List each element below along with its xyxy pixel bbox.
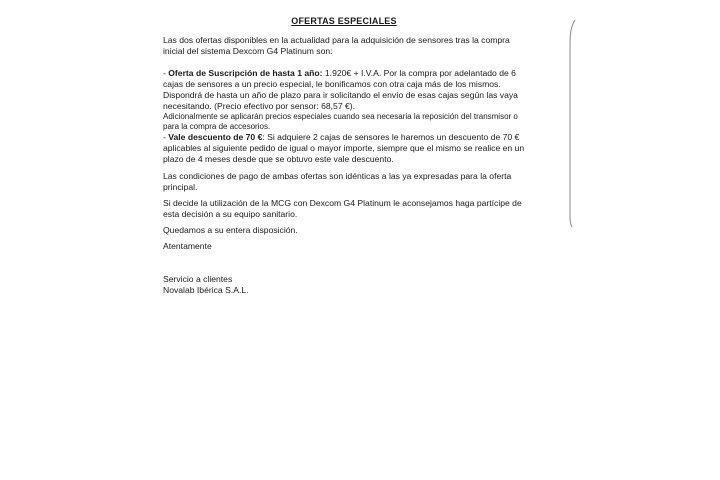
intro-paragraph: Las dos ofertas disponibles en la actualidad para la adquisición de sensores tras la compra inicial del sistema Dexcom G4 Platinum son: xyxy=(163,35,510,56)
advice-paragraph: Si decide la utilización de la MCG con Dexcom G4 Platinum le aconsejamos haga partícipe de esta decisión a su equipo sanitario. xyxy=(163,198,522,219)
offer-voucher-prefix: - xyxy=(163,132,169,142)
salutation: Atentamente xyxy=(163,241,212,251)
offer-subscription-extra: Adicionalmente se aplicarán precios especiales cuando sea necesaria la reposición del transmisor o para la compra de accesorios. xyxy=(163,112,518,131)
signature-company: Novalab Ibérica S.A.L. xyxy=(163,285,249,295)
page-edge-decoration xyxy=(560,18,590,228)
signature-department: Servicio a clientes xyxy=(163,274,233,284)
offer-voucher-paragraph xyxy=(163,132,525,165)
document-title: OFERTAS ESPECIALES xyxy=(291,16,397,26)
payment-paragraph: Las condiciones de pago de ambas ofertas son idénticas a las ya expresadas para la oferta principal. xyxy=(163,171,512,192)
signature-block xyxy=(163,274,525,296)
closing-line: Quedamos a su entera disposición. xyxy=(163,225,298,235)
offer-voucher-heading: Vale descuento de 70 € xyxy=(168,132,263,142)
offer-subscription-heading: Oferta de Suscripción de hasta 1 año: xyxy=(168,68,323,78)
offer-subscription-text: 1.920€ + I.V.A. Por la compra por adelantado de 6 cajas de sensores a un precio especial, le bonificamos con otra caja más de los mismos. Dispondrá de hasta un año de plazo para ir solicitando el envío de esas cajas según las vaya necesitando. (Precio efectivo por sensor: 68,57 €). xyxy=(163,68,518,111)
offer-subscription-prefix: - xyxy=(163,68,169,78)
offer-subscription-paragraph xyxy=(163,68,525,112)
offer-voucher-text: : Si adquiere 2 cajas de sensores le haremos un descuento de 70 € aplicables al siguiente pedido de igual o mayor importe, siempre que el mismo se realice en un plazo de 4 meses desde que se obtuvo este vale descuento. xyxy=(163,132,525,164)
document-body xyxy=(163,35,525,296)
